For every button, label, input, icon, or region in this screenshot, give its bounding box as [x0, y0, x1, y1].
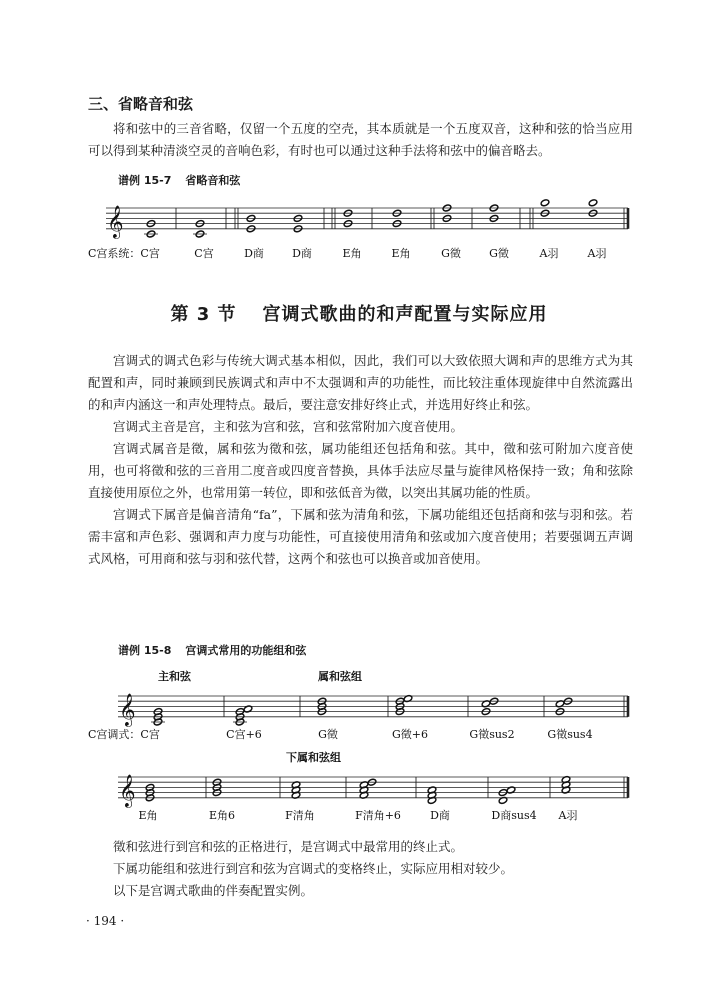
chord-label: F清角 — [285, 809, 315, 822]
group-label: 主和弦 — [158, 670, 191, 683]
page-number: · 194 · — [86, 914, 125, 928]
example1-number: 谱例 15-7 — [118, 174, 172, 187]
treble-clef-icon: 𝄞 — [119, 773, 136, 807]
example2-number: 谱例 15-8 — [118, 644, 172, 657]
paragraph: 下属功能组和弦进行到宫和弦为宫调式的变格终止，实际应用相对较少。 — [113, 861, 514, 876]
chord-label: C宫调式：C宫 — [88, 728, 160, 741]
chord-label: A羽 — [558, 809, 578, 822]
whole-note — [540, 199, 550, 207]
paragraph: 宫调式主音是宫，主和弦为宫和弦，宫和弦常附加六度音使用。 — [113, 419, 464, 434]
chord-label: C宫 — [194, 247, 214, 260]
chord-label: A羽 — [587, 247, 607, 260]
treble-clef-icon: 𝄞 — [119, 692, 136, 726]
chord-label: D商 — [292, 247, 312, 260]
paragraph: 徵和弦进行到宫和弦的正格进行，是宫调式中最常用的终止式。 — [113, 839, 464, 854]
paragraph: 宫调式下属音是偏音清角“fa”，下属和弦为清角和弦，下属功能组还包括商和弦与羽和弦。若需丰富和声色彩、强调和声力度与功能性，可直接使用清角和弦或加六度音使用；若要强调五声调式风格，可用商和弦与羽和弦代替，这两个和弦也可以换音或加音使用。 — [88, 507, 633, 566]
chord-label: D商sus4 — [491, 809, 537, 822]
chord-label: D商 — [244, 247, 264, 260]
chord-label: G徵 — [441, 247, 461, 260]
chord-label: E角 — [138, 809, 158, 822]
chord-label: E角6 — [208, 809, 236, 822]
whole-note — [588, 199, 598, 207]
chord-label: G徵sus2 — [469, 728, 515, 741]
treble-clef-icon: 𝄞 — [107, 204, 124, 238]
chord-label: C宫+6 — [226, 728, 262, 741]
section3-heading: 宫调式歌曲的和声配置与实际应用 — [262, 304, 548, 325]
chord-label: D商 — [430, 809, 450, 822]
paragraph: 宫调式的调式色彩与传统大调式基本相似，因此，我们可以大致依照大调和声的思维方式为其配置和声，同时兼顾到民族调式和声中不太强调和声的功能性，而比较注重体现旋律中自然流露出的和声内涵这一和声处理特点。最后，要注意安排好终止式，并选用好终止和弦。 — [88, 353, 633, 412]
paragraph: 以下是宫调式歌曲的伴奏配置实例。 — [113, 883, 314, 898]
chord-label: E角 — [342, 247, 362, 260]
chord-label: C宫系统：C宫 — [88, 247, 160, 260]
chord-label: E角 — [391, 247, 411, 260]
chord-label: G徵 — [318, 728, 338, 741]
paragraph: 宫调式属音是徵，属和弦为徵和弦，属功能组还包括角和弦。其中，徵和弦可附加六度音使用，也可将徵和弦的三音用二度音或四度音替换，具体手法应尽量与旋律风格保持一致；角和弦除直接使用原位之外，也常用第一转位，即和弦低音为徵，以突出其属功能的性质。 — [88, 441, 633, 500]
example2-title: 宫调式常用的功能组和弦 — [185, 644, 307, 657]
chord-label: G徵+6 — [391, 728, 429, 741]
intro-paragraph: 将和弦中的三音省略，仅留一个五度的空壳，其本质就是一个五度双音，这种和弦的恰当应用可以得到某种清淡空灵的音响色彩，有时也可以通过这种手法将和弦中的偏音略去。 — [88, 121, 633, 158]
section3-number: 第 3 节 — [170, 304, 237, 325]
chord-label: G徵 — [489, 247, 509, 260]
chord-label: F清角+6 — [355, 809, 401, 822]
group-label: 下属和弦组 — [286, 751, 341, 764]
chord-label: A羽 — [539, 247, 559, 260]
chord-label: G徵sus4 — [547, 728, 593, 741]
section-heading: 三、省略音和弦 — [88, 95, 194, 113]
example1-title: 省略音和弦 — [185, 174, 241, 187]
group-label: 属和弦组 — [318, 670, 362, 683]
